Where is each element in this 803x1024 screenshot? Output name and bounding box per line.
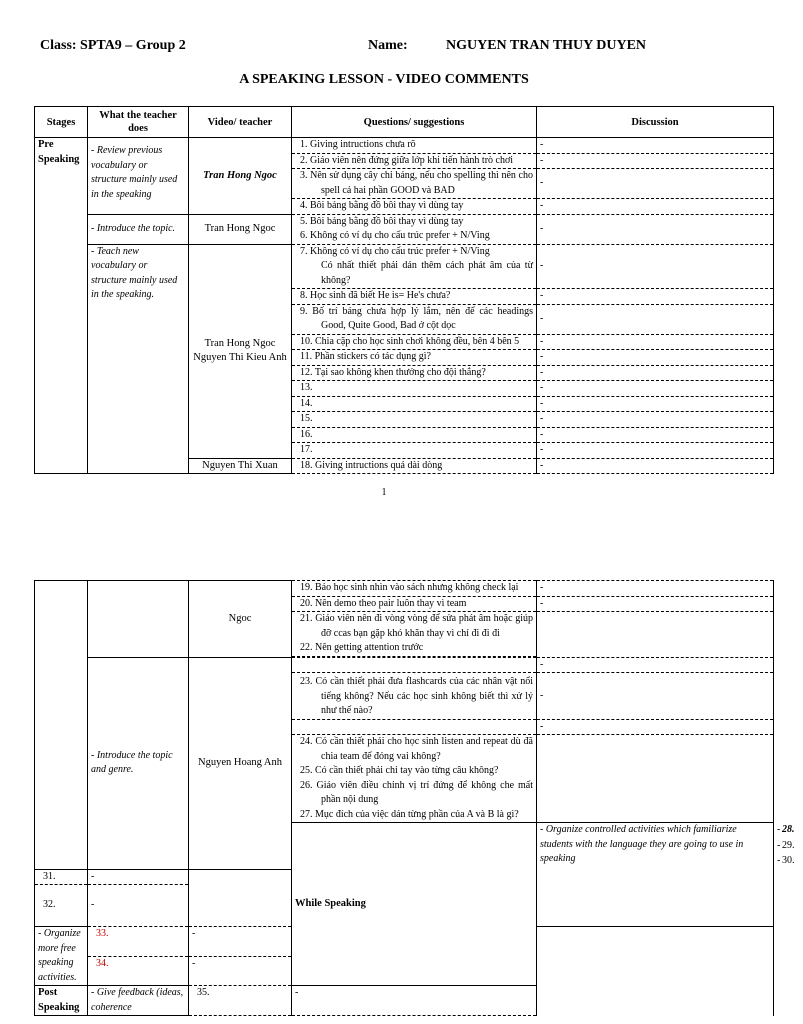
what-review: - Review previous vocabulary or structure mainly used in the speaking <box>88 138 189 215</box>
question-14: 14. <box>292 396 537 412</box>
question-2: 2. Giáo viên nên đứng giữa lớp khi tiến hành trò chơi <box>292 153 537 169</box>
question-34: 34. <box>88 956 189 986</box>
question-13: 13. <box>292 381 537 397</box>
stage-pre: Pre Speaking <box>35 138 88 474</box>
what-free-speaking: - Organize more free speaking activities. <box>35 927 88 986</box>
question-10: 10. Chia cặp cho học sinh chơi không đều, bên 4 bên 5 <box>292 334 537 350</box>
discussion-13: - <box>537 381 774 397</box>
question-11: 11. Phần stickers có tác dụng gì? <box>292 350 537 366</box>
what-controlled: - Organize controlled activities which familiarize students with the language they are going to use in speaking <box>537 823 774 927</box>
discussion-18: - <box>537 458 774 474</box>
discussion-8: - <box>537 289 774 305</box>
col-video: Video/ teacher <box>189 107 292 138</box>
col-discussion: Discussion <box>537 107 774 138</box>
discussion-12: - <box>537 365 774 381</box>
discussion-17: - <box>537 443 774 459</box>
discussion-33: - <box>189 927 292 957</box>
discussion-34: - <box>189 956 292 986</box>
discussion-1: - <box>537 138 774 154</box>
comments-table-page2: Ngoc 19. Bảo học sinh nhìn vào sách nhưng không check lại - 20. Nên demo theo pair luôn thay vì team - 21. Giáo viên nên đi vòng vòng để sửa phát âm hoặc giúp đỡ ccas bạn gặp khó khăn thay vì chỉ đi đi đi 22. Nên getting attention trước - Introduce the topic and genre. Nguyen Hoang Anh - 23. Có cần thiết phải đưa flashcards của các nhân vật nổi tiếng không? Nếu các học sinh không biết thì xử lý như thế nào? - - 24. Có cần thiết phải cho học sinh listen and repeat dù đã chia team để đóng vai không? 25. Có cần thiết phải chỉ tay vào từng câu không? 26. Giáo viên điều chỉnh vị trí đứng để không che mất phần nội dung 27. Mục đích của việc dán từng phần của A và B là gì? While Speaking - Organize controlled activities which familiarize students with the language they are going to use in speaking 28. - 29. - 30. - 31. - 32. - - Organize more free speaking activities. 33. - 34. - Post Speaking - Give feedback (ideas, coherence 35. - <box>34 580 774 1016</box>
question-5-6: 5. Bôi bảng bằng đồ bôi thay vì dùng tay 6. Không có ví dụ cho cấu trúc prefer + N/Ving <box>292 214 537 244</box>
name-value: NGUYEN TRAN THUY DUYEN <box>446 38 647 53</box>
what-teach-continued <box>88 581 189 658</box>
question-blank-a <box>292 657 537 673</box>
question-23: 23. Có cần thiết phải đưa flashcards của các nhân vật nổi tiếng không? Nếu các học sinh không biết thì xử lý như thế nào? <box>292 673 537 720</box>
discussion-blank-a: - <box>537 657 774 673</box>
question-7: 7. Không có ví dụ cho cấu trúc prefer + N/Ving Có nhất thiết phải dán thêm cách phát âm của từ không? <box>292 244 537 289</box>
discussion-35: - <box>292 986 537 1016</box>
discussion-20: - <box>537 596 774 612</box>
discussion-3: - <box>537 169 774 199</box>
discussion-5: - <box>537 214 774 244</box>
comments-table-page1 <box>34 106 774 474</box>
video-teacher: Nguyen Hoang Anh <box>189 657 292 869</box>
discussion-31: - <box>88 869 189 885</box>
video-teacher: Ngoc <box>189 581 292 658</box>
name-label: Name: <box>368 38 408 53</box>
video-teacher: Tran Hong Ngoc <box>189 138 292 215</box>
discussion-23: - <box>537 673 774 720</box>
question-33: 33. <box>88 927 189 957</box>
what-introduce-genre: - Introduce the topic and genre. <box>88 657 189 869</box>
discussion-7: - <box>537 244 774 289</box>
video-teacher: Tran Hong Ngoc <box>189 214 292 244</box>
question-4: 4. Bôi bảng bằng đồ bôi thay vì dùng tay <box>292 199 537 215</box>
discussion-21 <box>537 612 774 658</box>
question-16: 16. <box>292 427 537 443</box>
col-stages: Stages <box>35 107 88 138</box>
discussion-24 <box>537 735 774 823</box>
what-feedback: - Give feedback (ideas, coherence <box>88 986 189 1016</box>
discussion-10: - <box>537 334 774 350</box>
question-12: 12. Tại sao không khen thưởng cho đội thắng? <box>292 365 537 381</box>
stage-while: While Speaking <box>292 823 537 986</box>
discussion-15: - <box>537 412 774 428</box>
col-questions: Questions/ suggestions <box>292 107 537 138</box>
question-1: 1. Giving intructions chưa rõ <box>292 138 537 154</box>
question-35: 35. <box>189 986 292 1016</box>
question-31: 31. <box>35 869 88 885</box>
discussion-2: - <box>537 153 774 169</box>
what-teach: - Teach new vocabulary or structure mainly used in the speaking. <box>88 244 189 474</box>
question-32: 32. <box>35 885 88 927</box>
discussion-32: - <box>88 885 189 927</box>
question-18: 18. Giving intructions quá dài dòng <box>292 458 537 474</box>
question-24-27: 24. Có cần thiết phải cho học sinh listen and repeat dù đã chia team để đóng vai không? 25. Có cần thiết phải chỉ tay vào từng câu không? 26. Giáo viên điều chỉnh vị trí đứng để không che mất phần nội dung 27. Mục đích của việc dán từng phần của A và B là gì? <box>292 735 537 823</box>
question-9: 9. Bố trí bảng chưa hợp lý lắm, nên để các headings Good, Quite Good, Bad ở cột dọc <box>292 304 537 334</box>
discussion-blank-b: - <box>537 719 774 735</box>
class-label: Class: SPTA9 – Group 2 <box>40 38 186 53</box>
discussion-9: - <box>537 304 774 334</box>
page-title: A SPEAKING LESSON - VIDEO COMMENTS <box>239 72 529 87</box>
question-21: 21. Giáo viên nên đi vòng vòng để sửa phát âm hoặc giúp đỡ ccas bạn gặp khó khăn thay vì chỉ đi đi đi 22. Nên getting attention trước <box>292 612 537 657</box>
what-introduce: - Introduce the topic. <box>88 214 189 244</box>
discussion-11: - <box>537 350 774 366</box>
question-17: 17. <box>292 443 537 459</box>
question-blank-b <box>292 719 537 735</box>
question-20: 20. Nên demo theo pair luôn thay vì team <box>292 596 537 612</box>
stage-post: Post Speaking <box>35 986 88 1016</box>
question-19: 19. Bảo học sinh nhìn vào sách nhưng không check lại <box>292 581 537 597</box>
col-what: What the teacher does <box>88 107 189 138</box>
page-number: 1 <box>381 487 387 498</box>
discussion-19: - <box>537 581 774 597</box>
question-8: 8. Học sinh đã biết He is= He's chưa? <box>292 289 537 305</box>
question-15: 15. <box>292 412 537 428</box>
question-3: 3. Nên sử dụng cây chỉ bảng, nếu cho spelling thì nên cho spell cả hai phần GOOD và BAD <box>292 169 537 199</box>
discussion-4: - <box>537 199 774 215</box>
video-teacher: Nguyen Thi Xuan <box>189 458 292 474</box>
discussion-16: - <box>537 427 774 443</box>
video-teacher: Tran Hong Ngoc Nguyen Thi Kieu Anh <box>189 244 292 458</box>
discussion-14: - <box>537 396 774 412</box>
stage-pre-continued <box>35 581 88 870</box>
